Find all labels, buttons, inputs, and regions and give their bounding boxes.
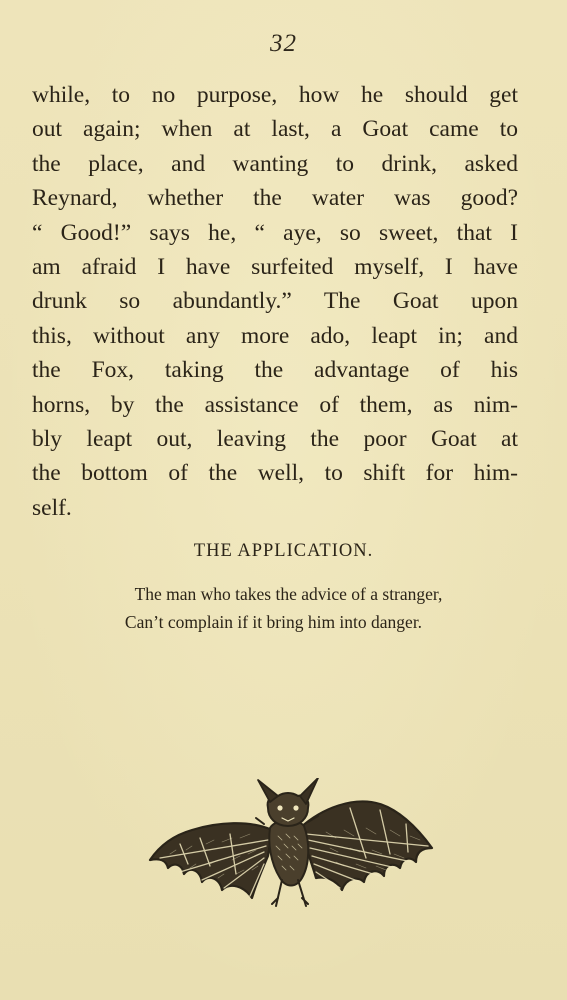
moral-line: Can’t complain if it bring him into danger. <box>124 612 423 632</box>
moral-line: The man who takes the advice of a stranger, <box>134 584 443 604</box>
text-line: the bottom of the well, to shift for him- <box>32 460 518 487</box>
story-text <box>32 78 518 525</box>
text-line: Reynard, whether the water was good? <box>32 185 518 212</box>
application-heading: THE APPLICATION. <box>193 541 374 561</box>
bat-woodcut-icon <box>140 778 440 928</box>
text-line: out again; when at last, a Goat came to <box>32 116 518 143</box>
bat-illustration <box>140 778 440 928</box>
moral-couplet <box>0 580 567 636</box>
page-number: 32 <box>270 30 297 57</box>
text-line: while, to no purpose, how he should get <box>32 82 518 108</box>
text-line: the place, and wanting to drink, asked <box>32 150 518 177</box>
text-line: drunk so abundantly.” The Goat upon <box>32 288 518 315</box>
text-line: “ Good!” says he, “ aye, so sweet, that I <box>32 219 518 246</box>
text-line: bly leapt out, leaving the poor Goat at <box>32 425 518 452</box>
text-line: horns, by the assistance of them, as nim- <box>32 391 518 418</box>
text-line: this, without any more ado, leapt in; and <box>32 322 518 349</box>
text-line: self. <box>32 494 72 521</box>
text-line: the Fox, taking the advantage of his <box>32 357 518 384</box>
text-line: am afraid I have surfeited myself, I have <box>32 253 518 280</box>
